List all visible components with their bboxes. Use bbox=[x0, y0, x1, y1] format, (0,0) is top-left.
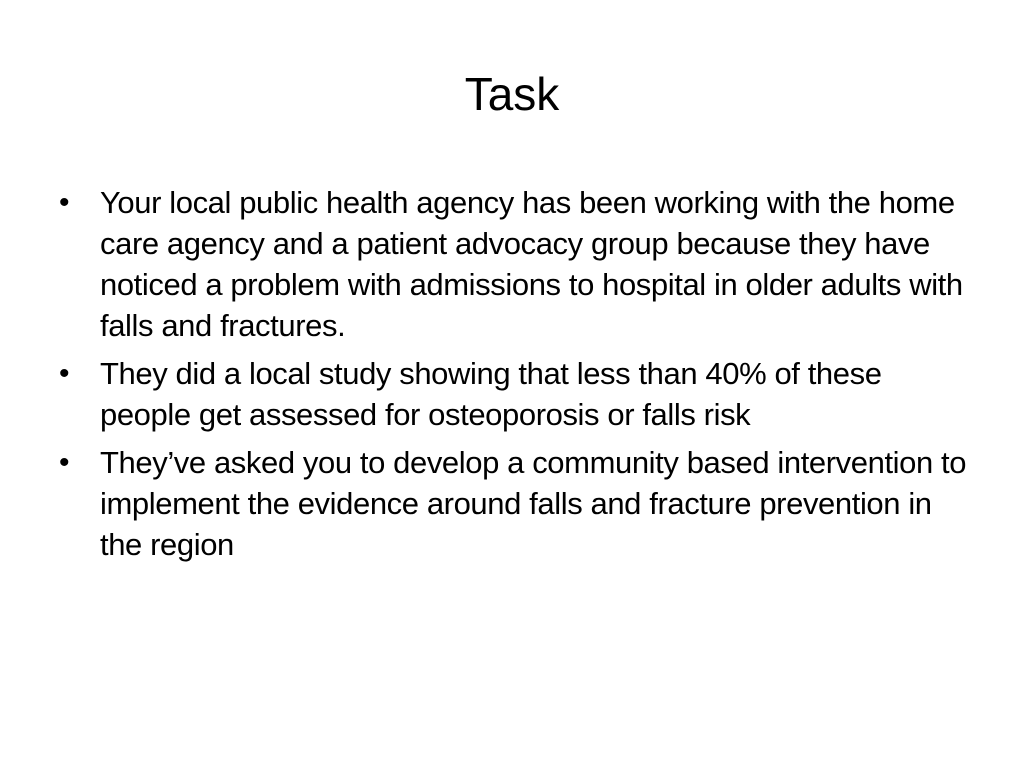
bullet-marker: • bbox=[59, 357, 70, 390]
bullet-item bbox=[56, 182, 976, 346]
bullet-text: They’ve asked you to develop a community based intervention to implement the evidence around falls and fracture prevention in the region bbox=[100, 445, 967, 562]
bullet-item bbox=[56, 442, 976, 565]
bullet-marker: • bbox=[59, 186, 70, 219]
slide-title: Task bbox=[464, 68, 560, 120]
bullet-text: They did a local study showing that less than 40% of these people get assessed for osteoporosis or falls risk bbox=[100, 356, 882, 432]
bullet-list bbox=[56, 182, 976, 572]
bullet-item bbox=[56, 353, 976, 435]
bullet-marker: • bbox=[59, 446, 70, 479]
bullet-text: Your local public health agency has been working with the home care agency and a patient advocacy group because they have noticed a problem with admissions to hospital in older adults with falls and fractures. bbox=[100, 185, 963, 343]
